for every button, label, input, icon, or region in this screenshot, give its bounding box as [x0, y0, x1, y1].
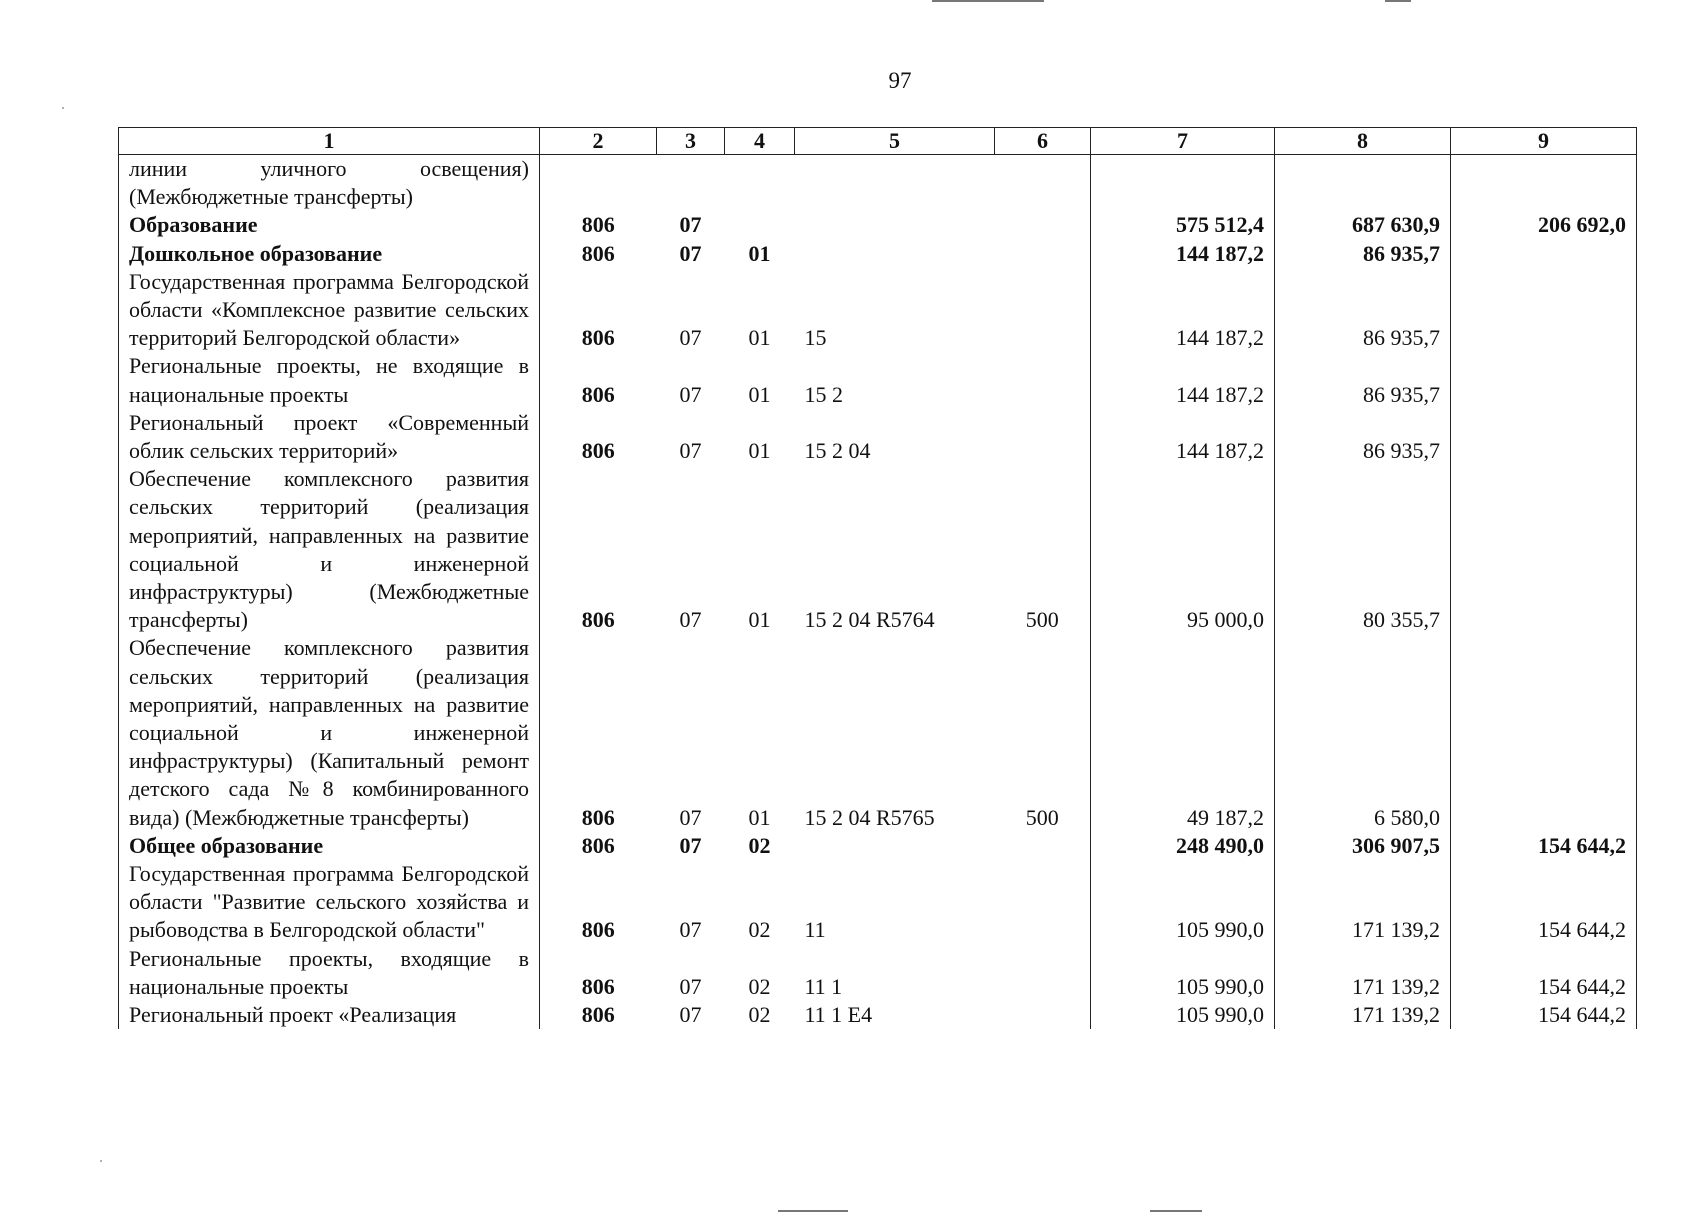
row-c5: 15 2 04 R5764: [804, 607, 935, 633]
row-c2: 806: [540, 211, 657, 239]
row-c6: [995, 832, 1091, 860]
budget-table: [118, 127, 1637, 1029]
row-name: Обеспечение комплексного развития сельских территорий (реализация мероприятий, направленных на развитие социальной и инженерной инфраструктуры) (Межбюджетные трансферты): [119, 465, 540, 634]
row-name: Образование: [119, 211, 540, 239]
scan-mark-top-2: [1385, 0, 1411, 2]
row-c8: 86 935,7: [1275, 352, 1451, 408]
row-c6: [995, 155, 1091, 212]
row-c4: 02: [748, 832, 771, 858]
table-row: [119, 832, 1637, 860]
row-c3: 07: [679, 607, 702, 633]
row-name: Обеспечение комплексного развития сельских территорий (реализация мероприятий, направленных на развитие социальной и инженерной инфраструктуры) (Капитальный ремонт детского сада №8 комбинированного вида) (Межбюджетные трансферты): [119, 634, 540, 831]
header-col-7: 7: [1091, 128, 1275, 155]
header-col-8: 8: [1275, 128, 1451, 155]
header-col-2: 2: [540, 128, 657, 155]
header-col-5: 5: [795, 128, 995, 155]
row-name: Государственная программа Белгородской области «Комплексное развитие сельских территорий Белгородской области»: [119, 268, 540, 353]
scan-dot-left-1: [62, 107, 64, 109]
row-c4: 01: [748, 325, 771, 351]
row-c8: 86 935,7: [1275, 240, 1451, 268]
row-c3: 07: [679, 804, 702, 830]
row-c4: 02: [748, 917, 771, 943]
row-c9: 154 644,2: [1451, 945, 1637, 1001]
table-row: [119, 155, 1637, 212]
row-c3: 07: [679, 917, 702, 943]
header-col-1: 1: [119, 128, 540, 155]
scan-mark-top-1: [932, 0, 1044, 2]
row-c2: 806: [540, 860, 657, 945]
row-name: Государственная программа Белгородской области "Развитие сельского хозяйства и рыбоводства в Белгородской области": [119, 860, 540, 945]
row-c9: [1451, 240, 1637, 268]
row-c2: 806: [540, 945, 657, 1001]
row-c5: 15 2 04 R5765: [804, 804, 935, 830]
scan-dot-left-2: [100, 1160, 102, 1162]
row-c4: 01: [748, 607, 771, 633]
row-c5: 15 2 04: [804, 438, 871, 464]
row-c7: 144 187,2: [1091, 352, 1275, 408]
row-c3: 07: [679, 240, 702, 266]
row-c8: 86 935,7: [1275, 409, 1451, 465]
row-c7: 248 490,0: [1091, 832, 1275, 860]
row-c9: 206 692,0: [1451, 211, 1637, 239]
header-col-9: 9: [1451, 128, 1637, 155]
row-c9: [1451, 268, 1637, 353]
row-c2: 806: [540, 352, 657, 408]
row-c3: 07: [679, 973, 702, 999]
row-c7: 144 187,2: [1091, 409, 1275, 465]
row-c4: 01: [748, 240, 771, 266]
row-c2: 806: [540, 409, 657, 465]
row-c3: 07: [679, 212, 702, 238]
row-name: Региональные проекты, не входящие в национальные проекты: [119, 352, 540, 408]
row-name: линии уличного освещения) (Межбюджетные трансферты): [119, 155, 540, 212]
row-c8: 171 139,2: [1275, 860, 1451, 945]
header-col-4: 4: [725, 128, 795, 155]
table-row: [119, 352, 1637, 408]
row-c9: [1451, 155, 1637, 212]
row-c4: [725, 155, 795, 212]
row-c6: [995, 268, 1091, 353]
row-c6: [995, 860, 1091, 945]
row-c6: [995, 240, 1091, 268]
table-row: [119, 1001, 1637, 1029]
row-c8: 687 630,9: [1275, 211, 1451, 239]
row-name: Дошкольное образование: [119, 240, 540, 268]
row-c9: 154 644,2: [1451, 1001, 1637, 1029]
row-c3: 07: [679, 438, 702, 464]
row-name: Общее образование: [119, 832, 540, 860]
row-c8: 86 935,7: [1275, 268, 1451, 353]
row-c5: [795, 211, 995, 239]
row-c2: 806: [540, 634, 657, 831]
row-c8: 80 355,7: [1275, 465, 1451, 634]
row-c9: [1451, 465, 1637, 634]
row-c7: 105 990,0: [1091, 1001, 1275, 1029]
row-c7: 95 000,0: [1091, 465, 1275, 634]
row-name: Региональный проект «Реализация: [119, 1001, 540, 1029]
table-row: [119, 634, 1637, 831]
row-c7: 144 187,2: [1091, 268, 1275, 353]
row-c4: [725, 211, 795, 239]
table-row: [119, 409, 1637, 465]
row-c9: [1451, 634, 1637, 831]
header-col-6: 6: [995, 128, 1091, 155]
row-c5: 15 2: [804, 381, 843, 407]
row-c2: 806: [540, 268, 657, 353]
row-c6: [995, 945, 1091, 1001]
row-c5: 11 1: [804, 973, 843, 999]
row-c8: 171 139,2: [1275, 1001, 1451, 1029]
row-c7: 49 187,2: [1091, 634, 1275, 831]
row-c6: 500: [995, 465, 1091, 634]
table-row: [119, 465, 1637, 634]
row-c3: 07: [679, 832, 702, 858]
table-row: [119, 860, 1637, 945]
row-c6: 500: [995, 634, 1091, 831]
row-c8: 6 580,0: [1275, 634, 1451, 831]
row-c4: 01: [748, 438, 771, 464]
row-c7: 144 187,2: [1091, 240, 1275, 268]
row-c4: 01: [748, 804, 771, 830]
row-c4: 01: [748, 381, 771, 407]
row-c2: 806: [540, 240, 657, 268]
row-c9: 154 644,2: [1451, 860, 1637, 945]
row-c6: [995, 1001, 1091, 1029]
row-c5: [795, 240, 995, 268]
row-c9: 154 644,2: [1451, 832, 1637, 860]
row-c7: 105 990,0: [1091, 860, 1275, 945]
row-c9: [1451, 352, 1637, 408]
row-c8: 306 907,5: [1275, 832, 1451, 860]
row-c6: [995, 211, 1091, 239]
row-c5: 15: [804, 325, 827, 351]
row-c4: 02: [748, 973, 771, 999]
row-c9: [1451, 409, 1637, 465]
row-c2: 806: [540, 832, 657, 860]
row-c6: [995, 352, 1091, 408]
table-row: [119, 268, 1637, 353]
row-c7: 105 990,0: [1091, 945, 1275, 1001]
row-c8: [1275, 155, 1451, 212]
row-c3: [657, 155, 725, 212]
row-c8: 171 139,2: [1275, 945, 1451, 1001]
row-c3: 07: [679, 381, 702, 407]
table-row: [119, 240, 1637, 268]
row-name: Региональный проект «Современный облик сельских территорий»: [119, 409, 540, 465]
row-c5: 11 1 E4: [804, 1002, 873, 1028]
row-c2: 806: [540, 465, 657, 634]
row-c6: [995, 409, 1091, 465]
row-c4: 02: [748, 1002, 771, 1028]
row-c5: 11: [804, 917, 826, 943]
table-row: [119, 211, 1637, 239]
row-c3: 07: [679, 325, 702, 351]
header-row: [119, 128, 1637, 155]
page-number: 97: [888, 68, 912, 93]
row-name: Региональные проекты, входящие в национальные проекты: [119, 945, 540, 1001]
row-c7: [1091, 155, 1275, 212]
header-col-3: 3: [657, 128, 725, 155]
row-c2: [540, 155, 657, 212]
row-c7: 575 512,4: [1091, 211, 1275, 239]
row-c2: 806: [540, 1001, 657, 1029]
table-row: [119, 945, 1637, 1001]
row-c5: [795, 832, 995, 860]
row-c3: 07: [679, 1002, 702, 1028]
row-c5: [795, 155, 995, 212]
